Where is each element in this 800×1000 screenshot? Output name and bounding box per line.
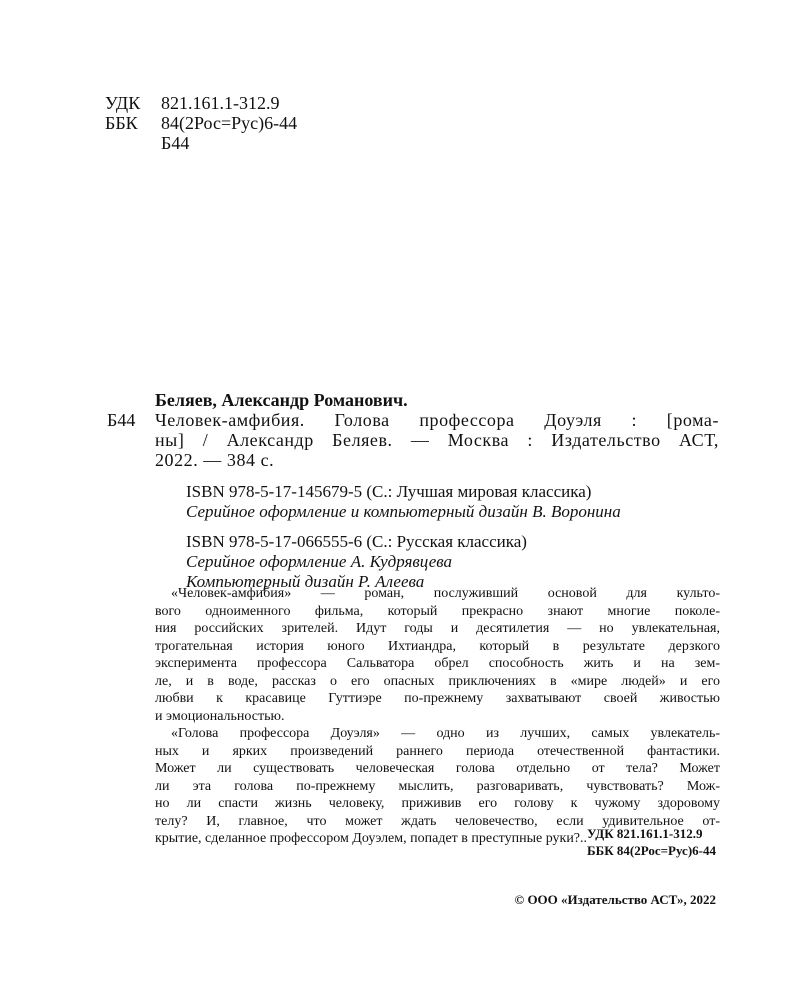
annotation-line: и эмоциональностью.	[155, 708, 285, 724]
title-line: ны] / Александр Беляев. — Москва : Издательство АСТ,	[155, 430, 719, 450]
isbn-group-1	[186, 482, 719, 522]
title-statement	[155, 410, 719, 470]
design-credit-2b: Компьютерный дизайн Р. Алеева	[186, 572, 425, 591]
isbn-2: ISBN 978-5-17-066555-6 (С.: Русская классика)	[186, 532, 527, 551]
title-line: 2022. — 384 с.	[155, 450, 275, 470]
cutter-top-value: Б44	[161, 133, 190, 153]
annotation-line: ле, и в воде, рассказ о его опасных приключениях в «мире людей» и его	[155, 673, 720, 689]
cutter-code: Б44	[107, 410, 136, 430]
isbn-1: ISBN 978-5-17-145679-5 (С.: Лучшая мировая классика)	[186, 482, 592, 501]
annotation-line: вого одноименного фильма, который прекрасно знают многие поколе-	[155, 603, 720, 619]
title-block	[107, 410, 719, 470]
annotation-line: «Человек-амфибия» — роман, послуживший основой для культо-	[171, 586, 720, 601]
design-credit-1: Серийное оформление и компьютерный дизайн В. Воронина	[186, 502, 621, 521]
annotation-line: крытие, сделанное профессором Доуэлем, попадет в преступные руки?..	[155, 831, 588, 846]
bbk-row	[105, 113, 297, 133]
annotation-line: «Голова профессора Доуэля» — одно из лучших, самых увлекатель-	[171, 726, 720, 741]
classification-codes-top	[105, 93, 297, 153]
cutter-code-top	[105, 133, 297, 153]
annotation	[155, 585, 720, 848]
annotation-line: ния российских зрителей. Идут годы и десятилетия — но увлекательная,	[155, 621, 720, 636]
udk-value: 821.161.1-312.9	[161, 93, 280, 113]
udk-label: УДК	[105, 93, 141, 113]
annotation-paragraph-1	[155, 585, 720, 725]
annotation-line: Может ли существовать человеческая голова отдельно от тела? Может	[155, 761, 720, 776]
annotation-line: но ли спасти жизнь человеку, приживив его голову к чужому здоровому	[155, 796, 720, 811]
bbk-bottom: ББК 84(2Рос=Рус)6-44	[587, 843, 716, 858]
annotation-line: ли эта голова по-прежнему мыслить, разговаривать, чувствовать? Мож-	[155, 778, 720, 794]
copyright-notice: © ООО «Издательство АСТ», 2022	[514, 892, 716, 907]
annotation-line: ных и ярких произведений раннего периода отечественной фантастики.	[155, 743, 720, 759]
title-line: Человек-амфибия. Голова профессора Доуэля : [рома-	[155, 410, 719, 430]
annotation-line: трогательная история юного Ихтиандра, который в результате дерзкого	[155, 638, 720, 654]
author-heading: Беляев, Александр Романович.	[155, 390, 408, 410]
catalog-record	[107, 390, 719, 592]
design-credit-2a: Серийное оформление А. Кудрявцева	[186, 552, 453, 571]
bbk-value: 84(2Рос=Рус)6-44	[161, 113, 298, 133]
bbk-label: ББК	[105, 113, 138, 133]
udk-bottom: УДК 821.161.1-312.9	[587, 826, 703, 841]
udk-row	[105, 93, 297, 113]
annotation-line: телу? И, главное, что может ждать человечество, если удивительное от-	[155, 813, 720, 829]
annotation-line: любви к красавице Гуттиэре по-прежнему захватывают своей живостью	[155, 691, 720, 706]
isbn-group-2	[186, 532, 719, 592]
classification-codes-bottom	[587, 825, 716, 859]
annotation-line: эксперимента профессора Сальватора обрел способность жить и на зем-	[155, 656, 720, 671]
